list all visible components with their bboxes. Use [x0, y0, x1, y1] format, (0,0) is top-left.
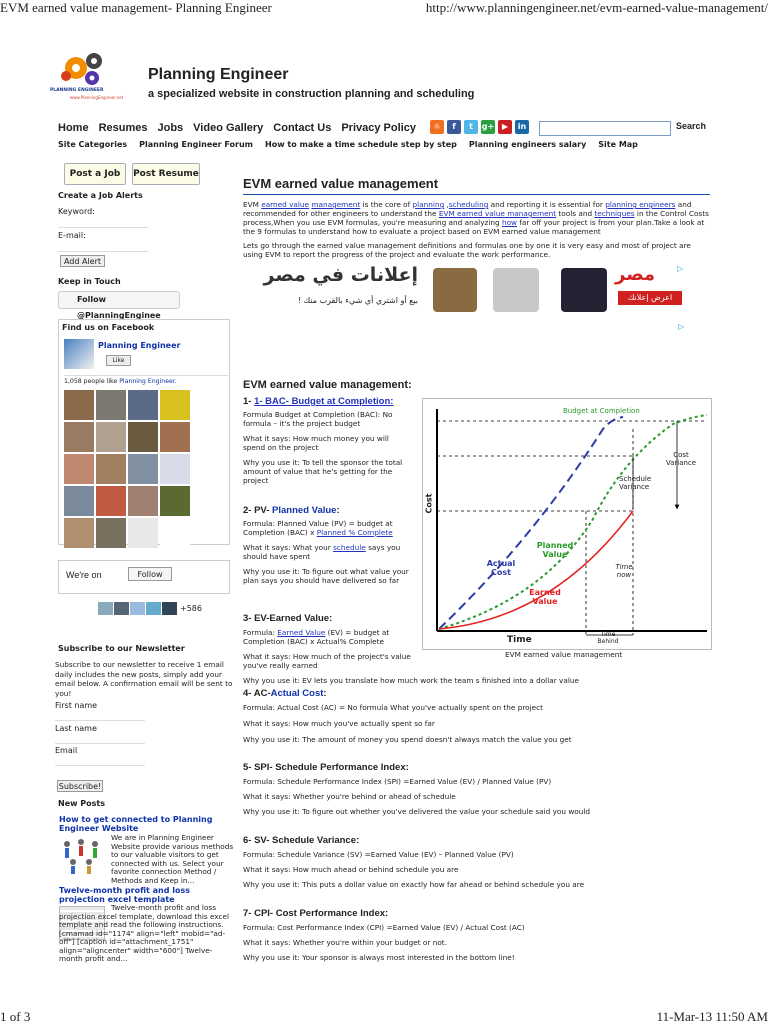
- follower-avatar[interactable]: [114, 602, 129, 615]
- ad-product-electronics-image: [493, 268, 539, 312]
- s1-why: Why you use it: To tell the sponsor the total amount of value that he's getting for the project: [243, 458, 403, 485]
- fan-avatar[interactable]: [160, 454, 190, 484]
- adchoices-icon[interactable]: ▷: [678, 322, 685, 331]
- s5-what: What it says: Whether you're behind or ahead of schedule: [243, 792, 456, 801]
- follower-avatar[interactable]: [162, 602, 177, 615]
- job-alerts-title: Create a Job Alerts: [58, 191, 143, 200]
- post-job-button[interactable]: Post a Job: [64, 163, 126, 185]
- subnav-salary[interactable]: Planning engineers salary: [468, 140, 587, 149]
- twitter-icon[interactable]: t: [464, 120, 478, 134]
- site-tagline: a specialized website in construction planning and scheduling: [148, 88, 475, 100]
- search-input[interactable]: [539, 121, 671, 136]
- bac-label: Budget at Completion: [563, 407, 640, 415]
- schedule-variance-label: Schedule Variance: [619, 475, 652, 491]
- section-5-title: 5- SPI- Schedule Performance Index:: [243, 762, 409, 773]
- logo-subtext: www.PlanningEngineer.net: [70, 95, 124, 100]
- ad-arabic-subtitle: بيع أو اشتري أي شيء بالقرب منك !: [297, 296, 418, 305]
- facebook-page-name[interactable]: Planning Engineer: [98, 341, 181, 350]
- section-7-title: 7- CPI- Cost Performance Index:: [243, 908, 389, 919]
- google-plus-icon[interactable]: g+: [481, 120, 495, 134]
- advertisement-banner[interactable]: [243, 264, 688, 318]
- fan-avatar[interactable]: [64, 422, 94, 452]
- article-title: EVM earned value management: [243, 176, 439, 191]
- s1-formula: Formula Budget at Completion (BAC): No formula – it's the project budget: [243, 410, 393, 428]
- s4-what: What it says: How much you've actually spent so far: [243, 719, 435, 728]
- section-3-title: 3- EV-Earned Value:: [243, 613, 333, 624]
- print-page-url: http://www.planningengineer.net/evm-earned-value-management/: [425, 0, 768, 15]
- linkedin-icon[interactable]: in: [515, 120, 529, 134]
- google-plus-follow-button[interactable]: Follow: [128, 567, 172, 581]
- post-resume-button[interactable]: Post Resume: [132, 163, 200, 185]
- time-now-label: Time now: [615, 563, 633, 579]
- fan-avatar[interactable]: [128, 390, 158, 420]
- s2-why: Why you use it: To figure out what value your plan says you should have delivered so far: [243, 567, 409, 585]
- fan-avatar[interactable]: [160, 486, 190, 516]
- keyword-label: Keyword:: [58, 207, 95, 216]
- fan-avatar[interactable]: [96, 518, 126, 548]
- follower-avatar[interactable]: [130, 602, 145, 615]
- x-axis-label: Time: [507, 635, 532, 645]
- ad-product-shoes-image: [561, 268, 607, 312]
- nav-home[interactable]: Home: [58, 122, 89, 134]
- s3-formula: Formula: Earned Value (EV) = budget at Completion (BAC) x Actual% Complete: [243, 628, 390, 646]
- post1-title-link[interactable]: How to get connected to Planning Engineer Website: [59, 815, 213, 833]
- first-name-input[interactable]: [55, 707, 145, 721]
- planned-value-label: Planned Value: [536, 541, 574, 559]
- article-intro: EVM earned value management is the core of planning ,scheduling and reporting it is essential for planning engineers and recommended for other engineers to understand the EVM earned value management tools and techniques in the Control Costs process,When you use EVM formulas, you're measuring and analyzing how far off your project is from your plan.Take a look at the 9 formulas to understand how to evaluate a project based on EVM earned value management: [243, 200, 709, 236]
- s3-what: What it says: How much of the project's value you've really earned: [243, 652, 411, 670]
- social-icons: [430, 120, 529, 134]
- s6-formula: Formula: Schedule Variance (SV) =Earned Value (EV) – Planned Value (PV): [243, 850, 514, 859]
- ad-arabic-headline: إعلانات في مصر: [263, 264, 418, 286]
- subnav-site-categories[interactable]: Site Categories: [58, 140, 128, 149]
- rss-icon[interactable]: ☼: [430, 120, 444, 134]
- google-plus-count: +586: [180, 604, 202, 613]
- google-plus-faces: [98, 602, 177, 615]
- fan-avatar[interactable]: [160, 422, 190, 452]
- facebook-like-count: 1,058 people like Planning Engineer.: [64, 378, 177, 385]
- facebook-like-button[interactable]: Like: [106, 355, 131, 366]
- alert-email-input[interactable]: [58, 238, 148, 252]
- ad-cta-button[interactable]: اعرض إعلانك: [618, 291, 682, 305]
- subscribe-title: Subscribe to our Newsletter: [58, 644, 185, 653]
- title-rule: [243, 194, 710, 195]
- s7-formula: Formula: Cost Performance Index (CPI) =Earned Value (EV) / Actual Cost (AC): [243, 923, 525, 932]
- ad-arabic-text: [243, 264, 418, 318]
- twitter-follow-button[interactable]: Follow @PlanningEnginee: [58, 291, 180, 309]
- section-2-title: 2- PV- Planned Value:: [243, 505, 340, 516]
- nav-video-gallery[interactable]: Video Gallery: [193, 122, 264, 134]
- evm-chart-figure: [422, 398, 712, 650]
- actual-cost-label: Actual Cost: [486, 559, 516, 577]
- last-name-label: Last name: [55, 724, 97, 733]
- section-1-title: 1- 1- BAC- Budget at Completion:: [243, 396, 394, 407]
- section-subtitle: EVM earned value management:: [243, 379, 412, 391]
- main-nav: [58, 122, 416, 134]
- s4-why: Why you use it: The amount of money you spend doesn't always match the value you get: [243, 735, 572, 744]
- new-posts-title: New Posts: [58, 799, 106, 808]
- facebook-page-avatar: [64, 339, 94, 369]
- follower-avatar[interactable]: [146, 602, 161, 615]
- fan-avatar[interactable]: [96, 422, 126, 452]
- section-4-title: 4- AC-Actual Cost:: [243, 688, 327, 699]
- fan-avatar[interactable]: [96, 390, 126, 420]
- fan-avatar[interactable]: [160, 518, 190, 548]
- figure-caption: EVM earned value management: [505, 650, 623, 659]
- evm-curve-diagram: [423, 399, 711, 649]
- fan-avatar[interactable]: [64, 486, 94, 516]
- s5-formula: Formula: Schedule Performance Index (SPI) =Earned Value (EV) / Planned Value (PV): [243, 777, 552, 786]
- facebook-title: Find us on Facebook: [62, 323, 155, 332]
- email-label: E-mail:: [58, 231, 86, 240]
- s6-why: Why you use it: This puts a dollar value on exactly how far ahead or behind schedule you are: [243, 880, 585, 889]
- keep-in-touch-title: Keep in Touch: [58, 277, 121, 286]
- facebook-icon[interactable]: f: [447, 120, 461, 134]
- s7-why: Why you use it: Your sponsor is always most interested in the bottom line!: [243, 953, 515, 962]
- section-6-title: 6- SV- Schedule Variance:: [243, 835, 360, 846]
- people-network-icon: [59, 836, 103, 874]
- s2-what: What it says: What your schedule says you should have spent: [243, 543, 401, 561]
- nav-privacy-policy[interactable]: Privacy Policy: [341, 122, 416, 134]
- ad-product-bag-image: [433, 268, 477, 312]
- fan-avatar[interactable]: [128, 518, 158, 548]
- s5-why: Why you use it: To figure out whether you've delivered the value your schedule said you would: [243, 807, 591, 816]
- facebook-faces-grid: [64, 390, 190, 548]
- keyword-input[interactable]: [58, 214, 148, 228]
- subnav-site-map[interactable]: Site Map: [598, 140, 638, 149]
- sub-nav: [58, 140, 638, 149]
- fan-avatar[interactable]: [96, 486, 126, 516]
- nav-jobs[interactable]: Jobs: [157, 122, 184, 134]
- fan-avatar[interactable]: [64, 390, 94, 420]
- s4-formula: Formula: Actual Cost (AC) = No formula What you've actually spent on the project: [243, 703, 544, 712]
- y-axis-label: Cost: [424, 493, 434, 514]
- fan-avatar[interactable]: [64, 454, 94, 484]
- nav-resumes[interactable]: Resumes: [98, 122, 148, 134]
- nav-contact-us[interactable]: Contact Us: [273, 122, 332, 134]
- site-logo[interactable]: [48, 48, 138, 104]
- subnav-forum[interactable]: Planning Engineer Forum: [139, 140, 254, 149]
- s1-what: What it says: How much money you will spend on the project: [243, 434, 389, 452]
- fan-avatar[interactable]: [160, 390, 190, 420]
- follower-avatar[interactable]: [98, 602, 113, 615]
- ad-egypt-text: مصر: [615, 264, 656, 285]
- search-button[interactable]: Search: [676, 121, 707, 131]
- print-page-number: 1 of 3: [0, 1009, 31, 1024]
- add-alert-button[interactable]: Add Alert: [60, 255, 105, 267]
- fan-avatar[interactable]: [96, 454, 126, 484]
- youtube-icon[interactable]: ▶: [498, 120, 512, 134]
- last-name-input[interactable]: [55, 730, 145, 744]
- fan-avatar[interactable]: [64, 518, 94, 548]
- print-page-title: EVM earned value management- Planning Engineer: [0, 0, 272, 15]
- subscribe-email-input[interactable]: [55, 752, 145, 766]
- subnav-time-schedule[interactable]: How to make a time schedule step by step: [265, 140, 457, 149]
- fan-avatar[interactable]: [128, 454, 158, 484]
- time-behind-label: Time Behind: [597, 631, 619, 645]
- earned-value-label: Earned Value: [529, 588, 561, 606]
- post2-title-link[interactable]: Twelve-month profit and loss projection excel template: [59, 886, 191, 904]
- print-date: 11-Mar-13 11:50 AM: [656, 1009, 768, 1024]
- post2-excerpt: Twelve-month profit and loss projection excel template, download this excel template and read the following instructions. [cmamad id="1174" align="left" mobid="ad-off"] [caption id="attachment_1751" align="aligncenter" width="600"] Twelve-month profit and...: [59, 903, 230, 963]
- site-title[interactable]: Planning Engineer: [148, 66, 289, 83]
- subscribe-button[interactable]: Subscribe!: [58, 782, 102, 791]
- s3-why: Why you use it: EV lets you translate how much work the team s finished into a dollar value: [243, 676, 579, 685]
- fan-avatar[interactable]: [128, 486, 158, 516]
- s6-what: What it says: How much ahead or behind schedule you are: [243, 865, 459, 874]
- facebook-divider: [64, 375, 228, 376]
- cost-variance-label: Cost Variance: [665, 451, 697, 467]
- subscribe-text: Subscribe to our newsletter to receive 1 email daily includes the new posts, simply add your email below. A confirmation email will be sent to you!: [55, 660, 233, 698]
- fan-avatar[interactable]: [128, 422, 158, 452]
- logo-text: PLANNING ENGINEER: [50, 88, 104, 93]
- post1-excerpt: We are in Planning Engineer Website provide various methods to our valuable visitors to get connected with us. Select your favorite connection Method / Methods and Keep in...: [111, 833, 234, 885]
- first-name-label: First name: [55, 701, 98, 710]
- were-on-label: We're on: [66, 570, 102, 580]
- email-field-label: Email: [55, 746, 78, 755]
- s2-formula: Formula: Planned Value (PV) = budget at Completion (BAC) x Planned % Complete: [243, 519, 393, 537]
- article-intro-2: Lets go through the earned value management definitions and formulas one by one it is very easy and most of project are using EVM to report the progress of the project and evaluate the work performance.: [243, 241, 691, 259]
- s7-what: What it says: Whether you're within your budget or not.: [243, 938, 447, 947]
- adchoices-icon[interactable]: ▷: [677, 264, 684, 273]
